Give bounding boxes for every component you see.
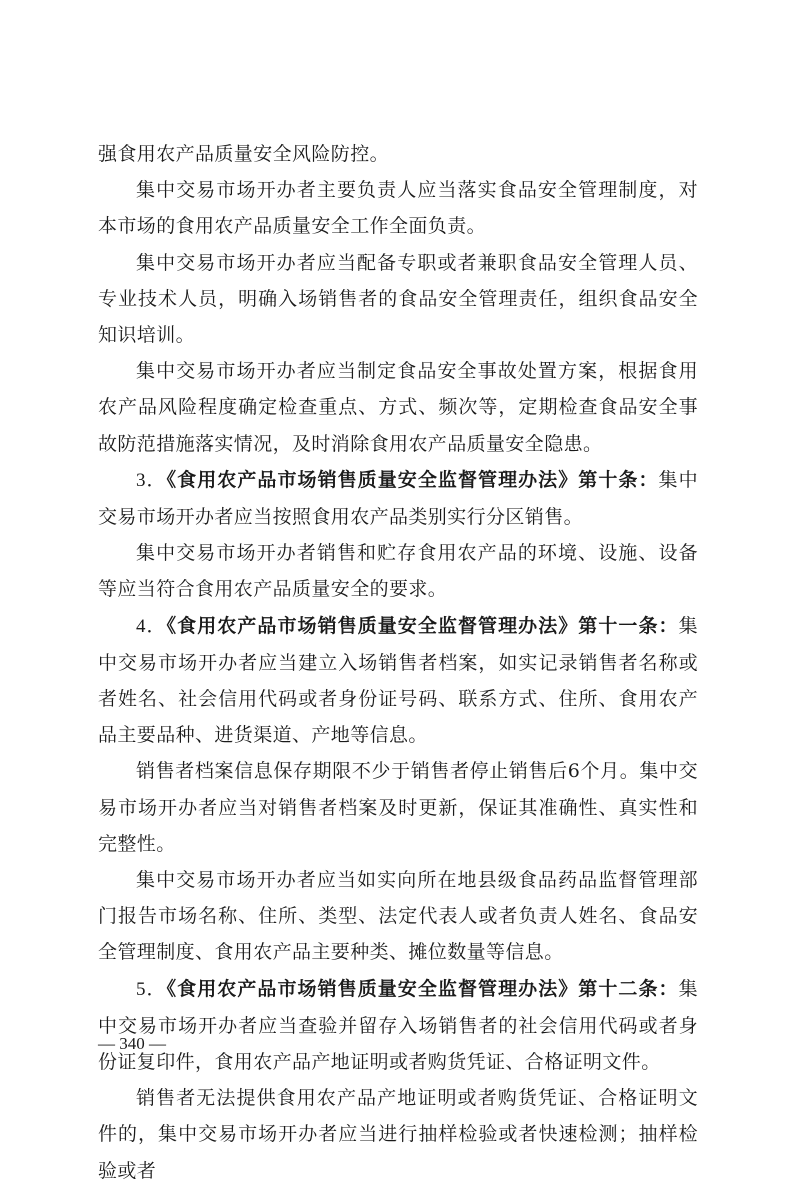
paragraph: 集中交易市场开办者应当如实向所在地县级食品药品监督管理部门报告市场名称、住所、类型、法定代表人或者负责人姓名、食品安全管理制度、食用农产品主要种类、摊位数量等信息。	[98, 869, 698, 964]
paragraph: 销售者档案信息保存期限不少于销售者停止销售后6个月。集中交易市场开办者应当对销售者档案及时更新，保证其准确性、真实性和完整性。	[98, 760, 698, 855]
article-reference: 《食用农产品市场销售质量安全监督管理办法》第十条：	[166, 468, 659, 491]
paragraph: 集中交易市场开办者销售和贮存食用农产品的环境、设施、设备等应当符合食用农产品质量安全的要求。	[98, 542, 698, 601]
body-text	[98, 136, 698, 1189]
paragraph: 集中交易市场开办者应当制定食品安全事故处置方案，根据食用农产品风险程度确定检查重点、方式、频次等，定期检查食品安全事故防范措施落实情况，及时消除食用农产品质量安全隐患。	[98, 360, 698, 455]
paragraph-continuation: 强食用农产品质量安全风险防控。	[98, 143, 390, 165]
paragraph: 集中交易市场开办者主要负责人应当落实食品安全管理制度，对本市场的食用农产品质量安全工作全面负责。	[98, 179, 698, 238]
article-paragraph	[98, 971, 698, 1081]
article-text: 集中交易市场开办者应当建立入场销售者档案，如实记录销售者名称或者姓名、社会信用代码或者身份证号码、联系方式、住所、食用农产品主要品种、进货渠道、产地等信息。	[98, 614, 698, 747]
article-reference: 《食用农产品市场销售质量安全监督管理办法》第十二条：	[166, 977, 679, 1000]
paragraph: 销售者无法提供食用农产品产地证明或者购货凭证、合格证明文件的，集中交易市场开办者应当进行抽样检验或者快速检测；抽样检验或者	[98, 1087, 698, 1182]
item-number: 4．	[136, 615, 167, 637]
article-reference: 《食用农产品市场销售质量安全监督管理办法》第十一条：	[166, 614, 679, 637]
article-paragraph	[98, 608, 698, 754]
article-text: 集中交易市场开办者应当查验并留存入场销售者的社会信用代码或者身份证复印件，食用农产品产地证明或者购货凭证、合格证明文件。	[98, 977, 698, 1074]
page-number: — 340 —	[98, 1034, 166, 1053]
article-paragraph	[98, 462, 698, 535]
paragraph: 集中交易市场开办者应当配备专职或者兼职食品安全管理人员、专业技术人员，明确入场销售者的食品安全管理责任，组织食品安全知识培训。	[98, 251, 698, 347]
item-number: 3．	[136, 469, 167, 491]
article-text: 集中交易市场开办者应当按照食用农产品类别实行分区销售。	[98, 468, 698, 529]
item-number: 5．	[136, 978, 167, 1000]
